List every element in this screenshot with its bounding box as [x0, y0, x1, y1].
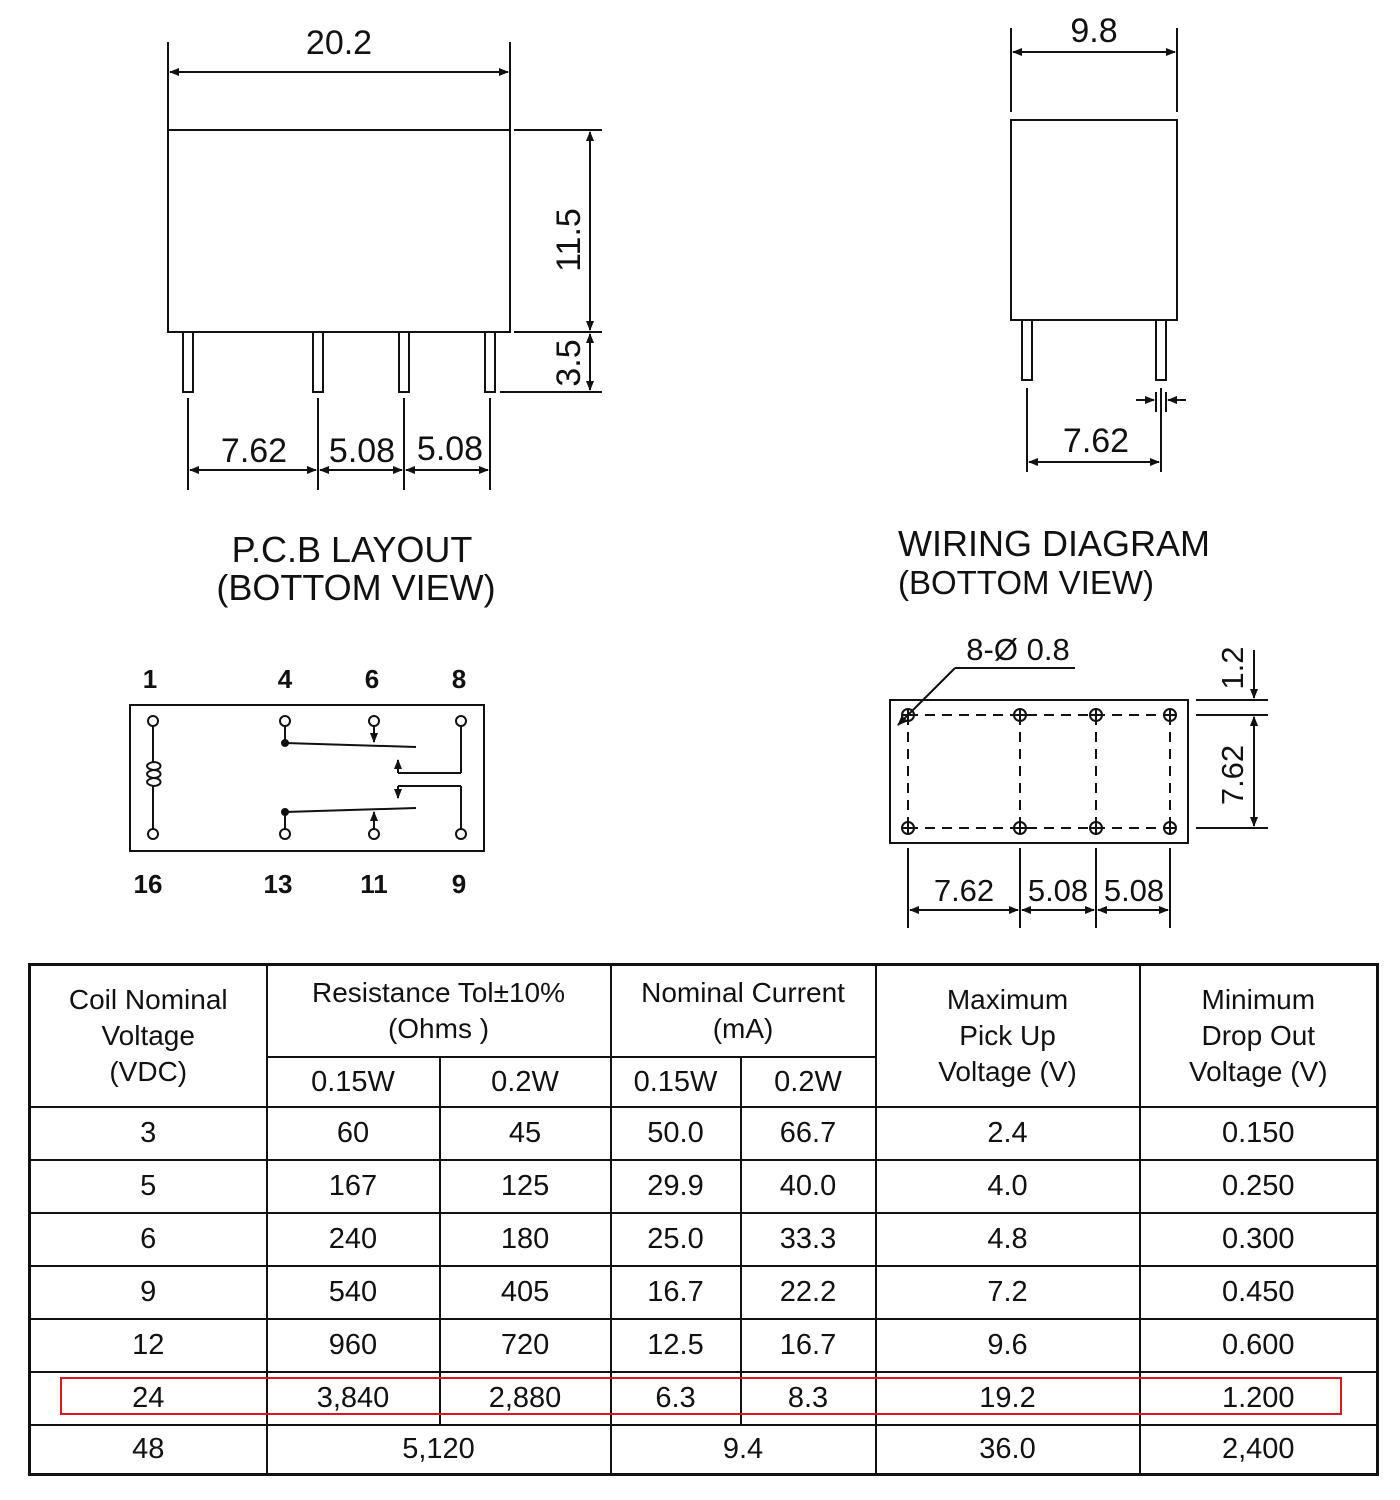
table-cell: 36.0	[876, 1425, 1140, 1475]
table-cell: 48	[30, 1425, 267, 1475]
table-row	[30, 1319, 1378, 1372]
table-cell: 0.150	[1140, 1107, 1378, 1160]
dim-pitch-b: 5.08	[328, 432, 396, 470]
table-cell: 180	[440, 1213, 611, 1266]
table-cell: 0.450	[1140, 1266, 1378, 1319]
table-cell: 22.2	[741, 1266, 876, 1319]
pcb-outline	[130, 705, 484, 851]
table-cell: 60	[267, 1107, 440, 1160]
dim-pin-length: 3.5	[550, 339, 588, 387]
relay-body-side	[1011, 120, 1177, 320]
dim-offset: 1.2	[1215, 646, 1250, 690]
table-cell: 0.300	[1140, 1213, 1378, 1266]
dim-row-pitch: 7.62	[1215, 744, 1250, 806]
table-cell: 6	[30, 1213, 267, 1266]
dim-pitch-c: 5.08	[416, 430, 484, 468]
table-cell: 3	[30, 1107, 267, 1160]
table-cell: 9.6	[876, 1319, 1140, 1372]
side-view	[1011, 28, 1186, 472]
table-cell: 1.200	[1140, 1372, 1378, 1425]
table-cell: 25.0	[611, 1213, 741, 1266]
table-cell: 9	[30, 1266, 267, 1319]
pin	[1156, 320, 1166, 380]
pcb-layout-title: P.C.B LAYOUT	[231, 529, 473, 570]
dim-side-width: 9.8	[1070, 12, 1118, 50]
table-cell: 4.0	[876, 1160, 1140, 1213]
dim-side-pitch: 7.62	[1062, 422, 1130, 460]
table-cell: 240	[267, 1213, 440, 1266]
pin-label: 9	[451, 869, 467, 899]
wiring-diagram-title: WIRING DIAGRAM	[898, 523, 1210, 564]
wiring-pitch-a: 7.62	[933, 873, 995, 908]
table-cell: 12.5	[611, 1319, 741, 1372]
mounting-holes	[902, 709, 1176, 834]
table-cell: 45	[440, 1107, 611, 1160]
table-cell: 19.2	[876, 1372, 1140, 1425]
dim-top-width: 20.2	[305, 24, 373, 62]
pin-label: 16	[133, 869, 163, 899]
pin	[183, 332, 193, 392]
table-cell: 540	[267, 1266, 440, 1319]
table-cell: 12	[30, 1319, 267, 1372]
table-cell: 50.0	[611, 1107, 741, 1160]
table-cell: 7.2	[876, 1266, 1140, 1319]
pin-label: 4	[277, 664, 293, 694]
table-cell: 2,880	[440, 1372, 611, 1425]
table-row	[30, 1425, 1378, 1475]
table-cell: 9.4	[611, 1425, 876, 1475]
table-row	[30, 1160, 1378, 1213]
pin	[399, 332, 409, 392]
pin-label: 6	[364, 664, 380, 694]
pcb-layout-subtitle: (BOTTOM VIEW)	[216, 567, 496, 608]
subheader-current-015w: 0.15W	[611, 1057, 741, 1107]
header-dropout: Minimum Drop Out Voltage (V)	[1140, 965, 1378, 1107]
header-current: Nominal Current (mA)	[611, 965, 876, 1057]
table-cell: 5,120	[267, 1425, 611, 1475]
wiring-diagram-subtitle: (BOTTOM VIEW)	[897, 564, 1155, 601]
wiring-pitch-b: 5.08	[1027, 873, 1089, 908]
table-cell: 125	[440, 1160, 611, 1213]
pin	[485, 332, 495, 392]
table-cell: 720	[440, 1319, 611, 1372]
table-body	[30, 1107, 1378, 1475]
table-row	[30, 1213, 1378, 1266]
pin-label: 1	[142, 664, 158, 694]
table-cell: 16.7	[611, 1266, 741, 1319]
pin-label: 8	[451, 664, 467, 694]
table-cell: 2.4	[876, 1107, 1140, 1160]
front-view	[168, 42, 602, 490]
switch-arm-lower	[285, 808, 416, 812]
coil-symbol	[153, 762, 161, 786]
table-cell: 3,840	[267, 1372, 440, 1425]
table-cell: 66.7	[741, 1107, 876, 1160]
dim-top-height: 11.5	[550, 208, 588, 272]
header-voltage: Coil Nominal Voltage (VDC)	[30, 965, 267, 1107]
pin	[1022, 320, 1032, 380]
table-cell: 24	[30, 1372, 267, 1425]
table-cell: 33.3	[741, 1213, 876, 1266]
pin-label: 13	[263, 869, 293, 899]
relay-body-front	[168, 130, 510, 332]
pcb-layout	[130, 705, 484, 851]
hole-spec-label: 8-Ø 0.8	[966, 632, 1070, 667]
hole-leader	[898, 668, 955, 725]
header-resistance: Resistance Tol±10% (Ohms )	[267, 965, 611, 1057]
table-row	[30, 1107, 1378, 1160]
table-row-highlighted	[30, 1372, 1378, 1425]
table-cell: 5	[30, 1160, 267, 1213]
table-cell: 8.3	[741, 1372, 876, 1425]
table-cell: 4.8	[876, 1213, 1140, 1266]
table-cell: 0.600	[1140, 1319, 1378, 1372]
table-cell: 0.250	[1140, 1160, 1378, 1213]
wiring-outline	[890, 700, 1188, 843]
switch-arm-upper	[285, 743, 416, 747]
header-pickup: Maximum Pick Up Voltage (V)	[876, 965, 1140, 1107]
table-cell: 29.9	[611, 1160, 741, 1213]
table-cell: 405	[440, 1266, 611, 1319]
table-cell: 6.3	[611, 1372, 741, 1425]
table-cell: 16.7	[741, 1319, 876, 1372]
table-cell: 960	[267, 1319, 440, 1372]
pin-label: 11	[360, 869, 388, 899]
dim-pitch-a: 7.62	[220, 432, 288, 470]
wiring-pitch-c: 5.08	[1103, 873, 1165, 908]
table-cell: 167	[267, 1160, 440, 1213]
subheader-current-02w: 0.2W	[741, 1057, 876, 1107]
subheader-resistance-015w: 0.15W	[267, 1057, 440, 1107]
table-row	[30, 1266, 1378, 1319]
table-cell: 2,400	[1140, 1425, 1378, 1475]
coil-spec-table	[28, 963, 1379, 1476]
pin	[313, 332, 323, 392]
subheader-resistance-02w: 0.2W	[440, 1057, 611, 1107]
table-cell: 40.0	[741, 1160, 876, 1213]
